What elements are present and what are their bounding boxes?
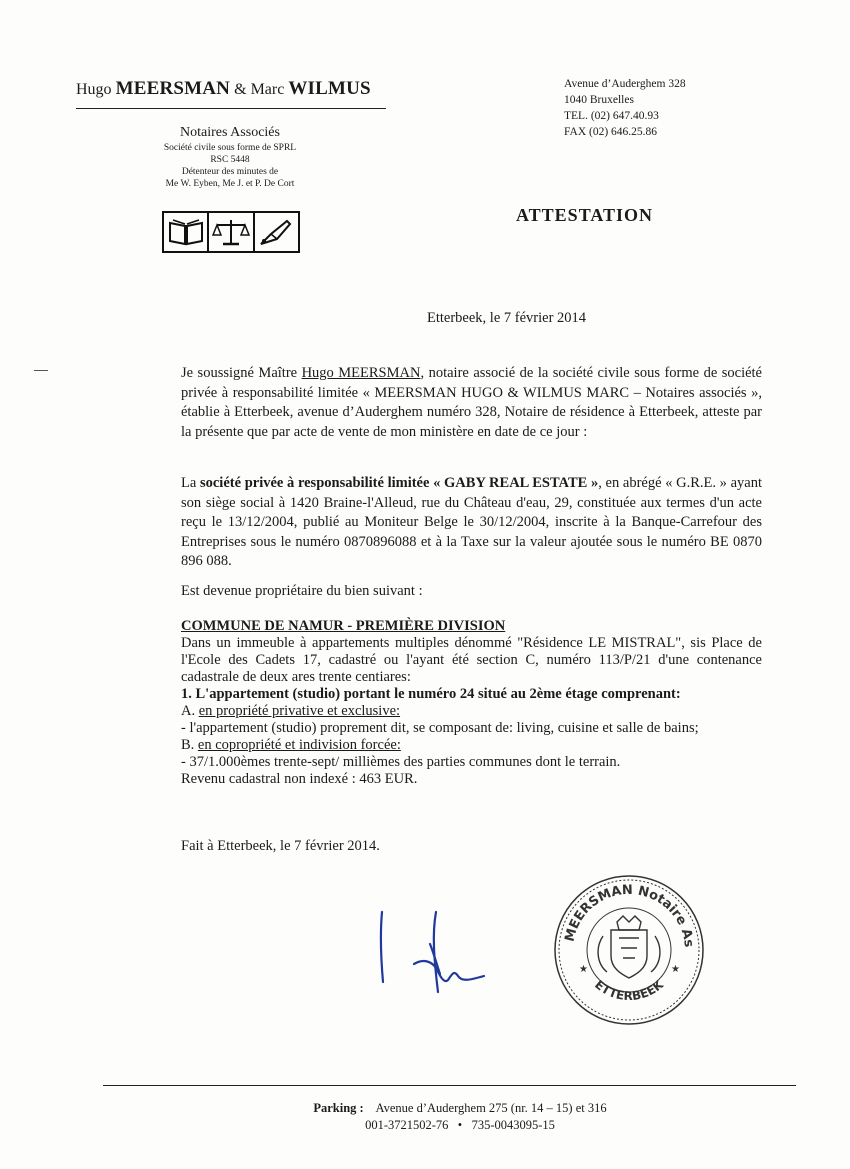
property-description	[181, 618, 762, 788]
firm-prefix-1: Hugo	[76, 81, 112, 98]
paragraph-text: Je soussigné Maître	[181, 365, 302, 381]
bank-accounts	[260, 1117, 660, 1134]
header-divider	[76, 108, 386, 109]
footer	[260, 1100, 660, 1134]
parking-address: Avenue d’Auderghem 275 (nr. 14 – 15) et 316	[375, 1101, 607, 1115]
seal-text-bottom: ETTERBEEK	[592, 977, 666, 1004]
parking-label: Parking :	[313, 1101, 364, 1115]
firm-ampersand: &	[234, 81, 247, 98]
closing-line: Fait à Etterbeek, le 7 février 2014.	[181, 838, 380, 854]
paragraph-text: La	[181, 475, 200, 491]
notary-name: Hugo MEERSMAN	[301, 365, 421, 381]
firm-sub-line: Détenteur des minutes de	[181, 167, 279, 177]
footer-divider	[103, 1085, 796, 1086]
section-b-label: en copropriété et indivision forcée:	[197, 737, 401, 753]
attestation-paragraph	[181, 364, 762, 442]
bank-account-2: 735-0043095-15	[471, 1118, 555, 1132]
margin-mark	[34, 370, 48, 371]
building-description: Dans un immeuble à appartements multiples dénommé "Résidence LE MISTRAL", sis Place de l'Ecole des Cadets 17, cadastré ou l'ayant été section C, numéro 113/P/21 d'une contenance cadastrale de deux ares trente centiares:	[181, 635, 762, 685]
bullet-separator: •	[457, 1118, 463, 1132]
seal-text-top: MEERSMAN Notaire As	[562, 882, 697, 949]
book-icon	[164, 213, 209, 251]
firm-lead-title: Notaires Associés	[180, 125, 280, 140]
section-b-text: - 37/1.000èmes trente-sept/ millièmes des parties communes dont le terrain.	[181, 754, 621, 770]
place-date: Etterbeek, le 7 février 2014	[427, 310, 587, 326]
phone-line: TEL. (02) 647.40.93	[564, 110, 659, 122]
firm-prefix-2: Marc	[250, 81, 285, 98]
quill-pen-icon	[255, 213, 298, 251]
firm-name-1: MEERSMAN	[115, 78, 231, 99]
coat-of-arms-icon	[598, 916, 660, 978]
section-a-label: en propriété privative et exclusive:	[198, 703, 401, 719]
handwritten-signature	[374, 904, 504, 1004]
svg-text:★: ★	[671, 964, 680, 975]
buyer-name: société privée à responsabilité limitée « GABY REAL ESTATE »	[199, 475, 599, 491]
firm-sub-line: Société civile sous forme de SPRL	[163, 143, 297, 153]
cadastral-income: Revenu cadastral non indexé : 463 EUR.	[181, 771, 418, 787]
section-prefix: A.	[181, 703, 199, 719]
parking-line	[260, 1100, 660, 1117]
document-title: ATTESTATION	[516, 205, 654, 225]
firm-sub-line: Me W. Eyben, Me J. et P. De Cort	[165, 179, 295, 189]
fax-line: FAX (02) 646.25.86	[564, 126, 658, 138]
address-line: Avenue d’Auderghem 328	[564, 78, 686, 90]
buyer-paragraph	[181, 474, 762, 572]
section-a	[181, 703, 762, 720]
notary-seal	[551, 872, 707, 1033]
address-line: 1040 Bruxelles	[564, 94, 634, 106]
ownership-line: Est devenue propriétaire du bien suivant :	[181, 583, 423, 599]
svg-text:Hugo MEERSMAN Notaire Associé	[551, 872, 696, 948]
firm-name	[76, 78, 371, 100]
svg-text:★: ★	[579, 964, 588, 975]
notary-logo	[162, 211, 300, 253]
bank-account-1: 001-3721502-76	[365, 1118, 449, 1132]
firm-name-2: WILMUS	[288, 78, 371, 99]
section-prefix: B.	[181, 737, 198, 753]
section-b	[181, 737, 762, 754]
firm-subtitle-block	[130, 124, 330, 190]
paragraph-text: , notaire associé de la société civile sous forme de société privée à responsabilité limitée « MEERSMAN HUGO & WILMUS MARC – Notaires associés », établie à Etterbeek, avenue d’Auderghem numéro 328, Notaire de résidence à Etterbeek, atteste par la présente que par acte de vente de mon ministère en date de ce jour :	[181, 365, 762, 440]
office-address	[564, 76, 686, 140]
commune-heading: COMMUNE DE NAMUR - PREMIÈRE DIVISION	[181, 618, 506, 634]
svg-text:ETTERBEEK	[592, 977, 666, 1003]
paragraph-text: , en abrégé « G.R.E. » ayant son siège social à 1420 Braine-l'Alleud, rue du Château d'eau, 29, constituée aux termes d'un acte reçu le 13/12/2004, publié au Moniteur Belge le 30/12/2004, inscrite à la Banque-Carrefour des Entreprises sous le numéro 0870896088 et à la Taxe sur la valeur ajoutée sous le numéro BE 0870 896 088.	[181, 475, 762, 569]
apartment-item: 1. L'appartement (studio) portant le numéro 24 situé au 2ème étage comprenant:	[181, 686, 681, 702]
firm-sub-line: RSC 5448	[210, 155, 250, 165]
scales-icon	[209, 213, 254, 251]
section-a-text: - l'appartement (studio) proprement dit, se composant de: living, cuisine et salle de bains;	[181, 720, 699, 736]
